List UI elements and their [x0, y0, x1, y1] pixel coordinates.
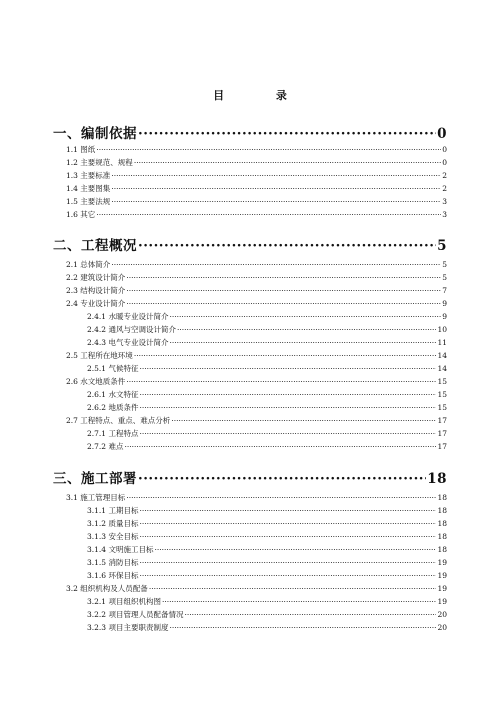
leader-dots — [111, 197, 441, 206]
toc-item-label: 1.2 主要规范、规程 — [66, 158, 133, 167]
leader-dots — [139, 403, 436, 412]
toc-page-number: 3 — [442, 197, 447, 206]
toc-item-label: 2.7 工程特点、重点、难点分析 — [66, 416, 171, 425]
toc-item-label: 3.1.3 安全目标 — [87, 532, 139, 541]
toc-page-number: 0 — [442, 145, 447, 154]
leader-dots — [139, 506, 436, 515]
toc-item-label: 2.7.1 工程特点 — [87, 429, 139, 438]
toc-item-label: 3.2.1 项目组织机构图 — [87, 597, 161, 606]
toc-item-3-1-3[interactable] — [87, 531, 447, 542]
toc-page-number: 0 — [437, 126, 447, 142]
toc-item-3-2-3[interactable] — [87, 622, 447, 633]
leader-dots — [171, 416, 436, 425]
toc-item-2-3[interactable] — [66, 285, 447, 296]
toc-item-3-1-4[interactable] — [87, 544, 447, 555]
toc-item-label: 3.1 施工管理目标 — [66, 493, 126, 502]
leader-dots — [139, 519, 436, 528]
toc-page-number: 14 — [437, 351, 447, 360]
toc-page-number: 20 — [437, 623, 447, 632]
toc-page-number: 2 — [442, 184, 447, 193]
toc-page-number: 5 — [442, 260, 447, 269]
leader-dots — [177, 325, 436, 334]
leader-dots — [134, 158, 441, 167]
leader-dots — [139, 429, 436, 438]
toc-item-label: 2.5 工程所在地环境 — [66, 351, 133, 360]
toc-item-label: 2.6.1 水文特征 — [87, 390, 139, 399]
toc-item-label: 2.4.1 水暖专业设计简介 — [87, 312, 169, 321]
toc-page-number: 15 — [437, 377, 447, 386]
leader-dots — [138, 126, 436, 142]
toc-item-2-6-2[interactable] — [87, 402, 447, 413]
toc-item-3-2[interactable] — [66, 583, 447, 594]
toc-item-1-6[interactable] — [66, 209, 447, 220]
toc-item-3-1-5[interactable] — [87, 557, 447, 568]
toc-item-label: 2.6.2 地质条件 — [87, 403, 139, 412]
toc-page-number: 17 — [437, 429, 447, 438]
toc-item-2-7-1[interactable] — [87, 428, 447, 439]
toc-item-1-2[interactable] — [66, 157, 447, 168]
toc-page-number: 10 — [437, 325, 447, 334]
leader-dots — [149, 584, 437, 593]
leader-dots — [139, 532, 436, 541]
leader-dots — [126, 493, 436, 502]
toc-page-number: 17 — [437, 416, 447, 425]
toc-item-2-6-1[interactable] — [87, 389, 447, 400]
leader-dots — [124, 442, 436, 451]
toc-item-label: 3.2.2 项目管理人员配备情况 — [87, 610, 184, 619]
toc-item-2-4-2[interactable] — [87, 324, 447, 335]
toc-item-label: 2.7.2 难点 — [87, 442, 124, 451]
toc-item-1-5[interactable] — [66, 196, 447, 207]
toc-item-3-1[interactable] — [66, 492, 447, 503]
toc-item-label: 3.2 组织机构及人员配备 — [66, 584, 148, 593]
leader-dots — [111, 171, 441, 180]
toc-item-2-4-3[interactable] — [87, 337, 447, 348]
toc-item-label: 2.4 专业设计简介 — [66, 299, 126, 308]
toc-item-label: 2.2 建筑设计简介 — [66, 273, 126, 282]
toc-item-label: 2.5.1 气候特征 — [87, 364, 139, 373]
leader-dots — [126, 273, 441, 282]
leader-dots — [162, 597, 436, 606]
toc-page-number: 0 — [442, 158, 447, 167]
leader-dots — [139, 390, 436, 399]
toc-item-2-6[interactable] — [66, 376, 447, 387]
toc-item-2-4[interactable] — [66, 298, 447, 309]
leader-dots — [139, 571, 436, 580]
leader-dots — [169, 338, 436, 347]
toc-section-label: 一、编制依据 — [53, 126, 137, 142]
toc-item-label: 1.1 图纸 — [66, 145, 96, 154]
toc-item-3-1-1[interactable] — [87, 505, 447, 516]
leader-dots — [126, 377, 436, 386]
toc-item-2-5[interactable] — [66, 350, 447, 361]
toc-page-number: 19 — [437, 571, 447, 580]
toc-item-label: 2.1 总体简介 — [66, 260, 111, 269]
toc-item-3-2-2[interactable] — [87, 609, 447, 620]
leader-dots — [139, 558, 436, 567]
toc-item-1-1[interactable] — [66, 144, 447, 155]
leader-dots — [154, 545, 436, 554]
toc-item-2-7-2[interactable] — [87, 441, 447, 452]
toc-title: 目 录 — [213, 89, 311, 102]
leader-dots — [184, 610, 436, 619]
toc-page-number: 5 — [437, 238, 447, 254]
toc-page-number: 18 — [427, 471, 447, 487]
leader-dots — [126, 299, 441, 308]
leader-dots — [111, 260, 441, 269]
toc-page-number: 20 — [437, 610, 447, 619]
toc-section-label: 三、施工部署 — [53, 471, 137, 487]
leader-dots — [96, 145, 441, 154]
toc-page-number: 18 — [437, 545, 447, 554]
toc-page-number: 17 — [437, 442, 447, 451]
toc-item-1-4[interactable] — [66, 183, 447, 194]
toc-item-2-2[interactable] — [66, 272, 447, 283]
toc-item-2-1[interactable] — [66, 259, 447, 270]
toc-item-2-4-1[interactable] — [87, 311, 447, 322]
leader-dots — [134, 351, 437, 360]
toc-page-number: 9 — [442, 299, 447, 308]
toc-item-label: 3.1.5 消防目标 — [87, 558, 139, 567]
leader-dots — [138, 471, 426, 487]
toc-item-3-2-1[interactable] — [87, 596, 447, 607]
toc-item-label: 3.1.6 环保目标 — [87, 571, 139, 580]
toc-page-number: 5 — [442, 273, 447, 282]
toc-item-2-5-1[interactable] — [87, 363, 447, 374]
toc-item-label: 2.6 水文地质条件 — [66, 377, 126, 386]
leader-dots — [138, 238, 436, 254]
leader-dots — [169, 312, 441, 321]
toc-item-3-1-2[interactable] — [87, 518, 447, 529]
toc-section-3[interactable] — [53, 467, 447, 487]
leader-dots — [139, 364, 436, 373]
toc-item-label: 1.6 其它 — [66, 210, 96, 219]
toc-section-label: 二、工程概况 — [53, 238, 137, 254]
toc-item-label: 3.1.4 文明施工目标 — [87, 545, 154, 554]
toc-page-number: 7 — [442, 286, 447, 295]
toc-page-number: 19 — [437, 558, 447, 567]
toc-page-number: 9 — [442, 312, 447, 321]
leader-dots — [111, 184, 441, 193]
toc-page-number: 18 — [437, 519, 447, 528]
toc-item-1-3[interactable] — [66, 170, 447, 181]
toc-page-number: 2 — [442, 171, 447, 180]
toc-item-label: 1.3 主要标准 — [66, 171, 111, 180]
toc-section-1[interactable] — [53, 122, 447, 142]
toc-item-label: 2.4.2 通风与空调设计简介 — [87, 325, 176, 334]
toc-page-number: 18 — [437, 506, 447, 515]
toc-page-number: 18 — [437, 493, 447, 502]
toc-item-label: 3.1.1 工期目标 — [87, 506, 139, 515]
toc-item-label: 1.5 主要法规 — [66, 197, 111, 206]
toc-item-label: 3.2.3 项目主要职责制度 — [87, 623, 169, 632]
toc-page-number: 14 — [437, 364, 447, 373]
toc-page-number: 15 — [437, 390, 447, 399]
toc-page-number: 19 — [437, 584, 447, 593]
toc-page-number: 19 — [437, 597, 447, 606]
toc-item-label: 2.3 结构设计简介 — [66, 286, 126, 295]
toc-item-label: 3.1.2 质量目标 — [87, 519, 139, 528]
toc-page-number: 15 — [437, 403, 447, 412]
toc-page-number: 11 — [437, 338, 447, 347]
leader-dots — [169, 623, 436, 632]
toc-item-label: 2.4.3 电气专业设计简介 — [87, 338, 169, 347]
toc-item-3-1-6[interactable] — [87, 570, 447, 581]
leader-dots — [96, 210, 441, 219]
leader-dots — [126, 286, 441, 295]
toc-item-label: 1.4 主要图集 — [66, 184, 111, 193]
toc-section-2[interactable] — [53, 234, 447, 254]
toc-item-2-7[interactable] — [66, 415, 447, 426]
toc-page-number: 18 — [437, 532, 447, 541]
toc-page-number: 3 — [442, 210, 447, 219]
